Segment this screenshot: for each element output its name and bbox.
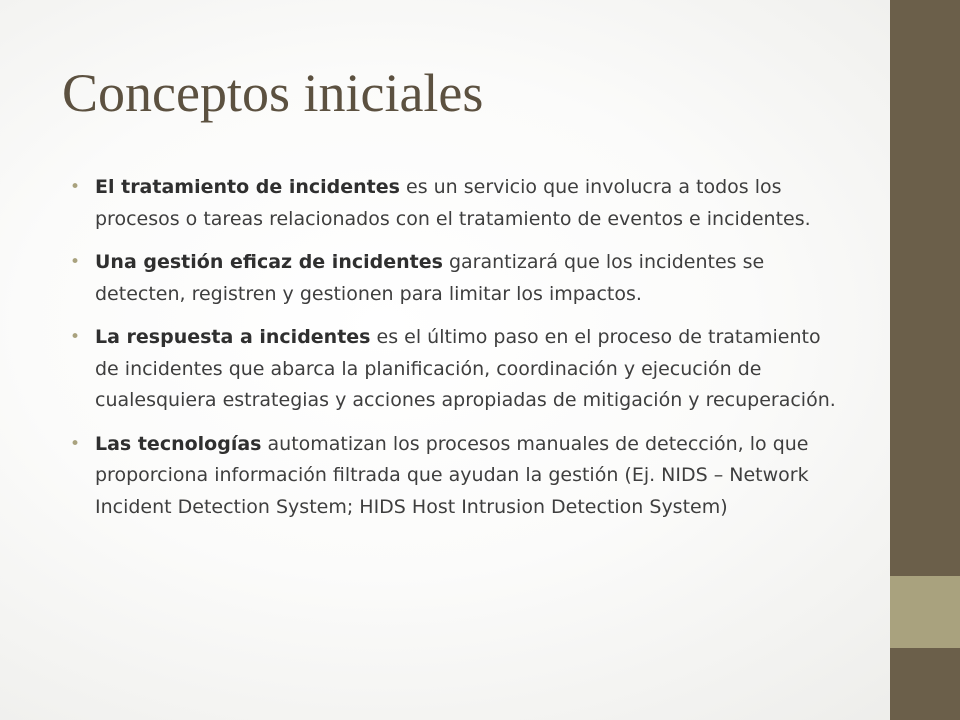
bullet-term: Las tecnologías: [95, 432, 262, 455]
bullet-text: es el último paso en el proceso de tratamiento de incidentes que abarca la planificación, coordinación y ejecución de cualesquiera estrategias y acciones apropiadas de mitigación y recuperación.: [95, 326, 836, 411]
bullet-list: [70, 172, 850, 523]
bullet-term: La respuesta a incidentes: [95, 326, 371, 348]
bullet-text: automatizan los procesos manuales de detección, lo que proporciona información filtrada que ayudan la gestión (Ej. NIDS – Network Incident Detection System; HIDS Host Intrusion Detection System): [95, 432, 809, 518]
bullet-term: El tratamiento de incidentes: [95, 176, 400, 198]
side-accent-bar-bottom: [890, 648, 960, 720]
bullet-icon: •: [70, 433, 81, 454]
bullet-item: [70, 247, 850, 310]
bullet-item: [70, 322, 850, 417]
bullet-item: [70, 172, 850, 235]
bullet-text: es un servicio que involucra a todos los procesos o tareas relacionados con el tratamiento de eventos e incidentes.: [95, 176, 811, 230]
bullet-item: [70, 429, 850, 524]
bullet-icon: •: [70, 177, 81, 197]
bullet-icon: •: [70, 252, 81, 272]
side-accent-bar-middle: [890, 576, 960, 648]
side-accent-bar-top: [890, 0, 960, 576]
bullet-text: garantizará que los incidentes se detecten, registren y gestionen para limitar los impactos.: [95, 251, 765, 305]
bullet-icon: •: [70, 327, 81, 347]
slide-title: Conceptos iniciales: [62, 63, 484, 123]
bullet-term: Una gestión eficaz de incidentes: [95, 251, 443, 273]
